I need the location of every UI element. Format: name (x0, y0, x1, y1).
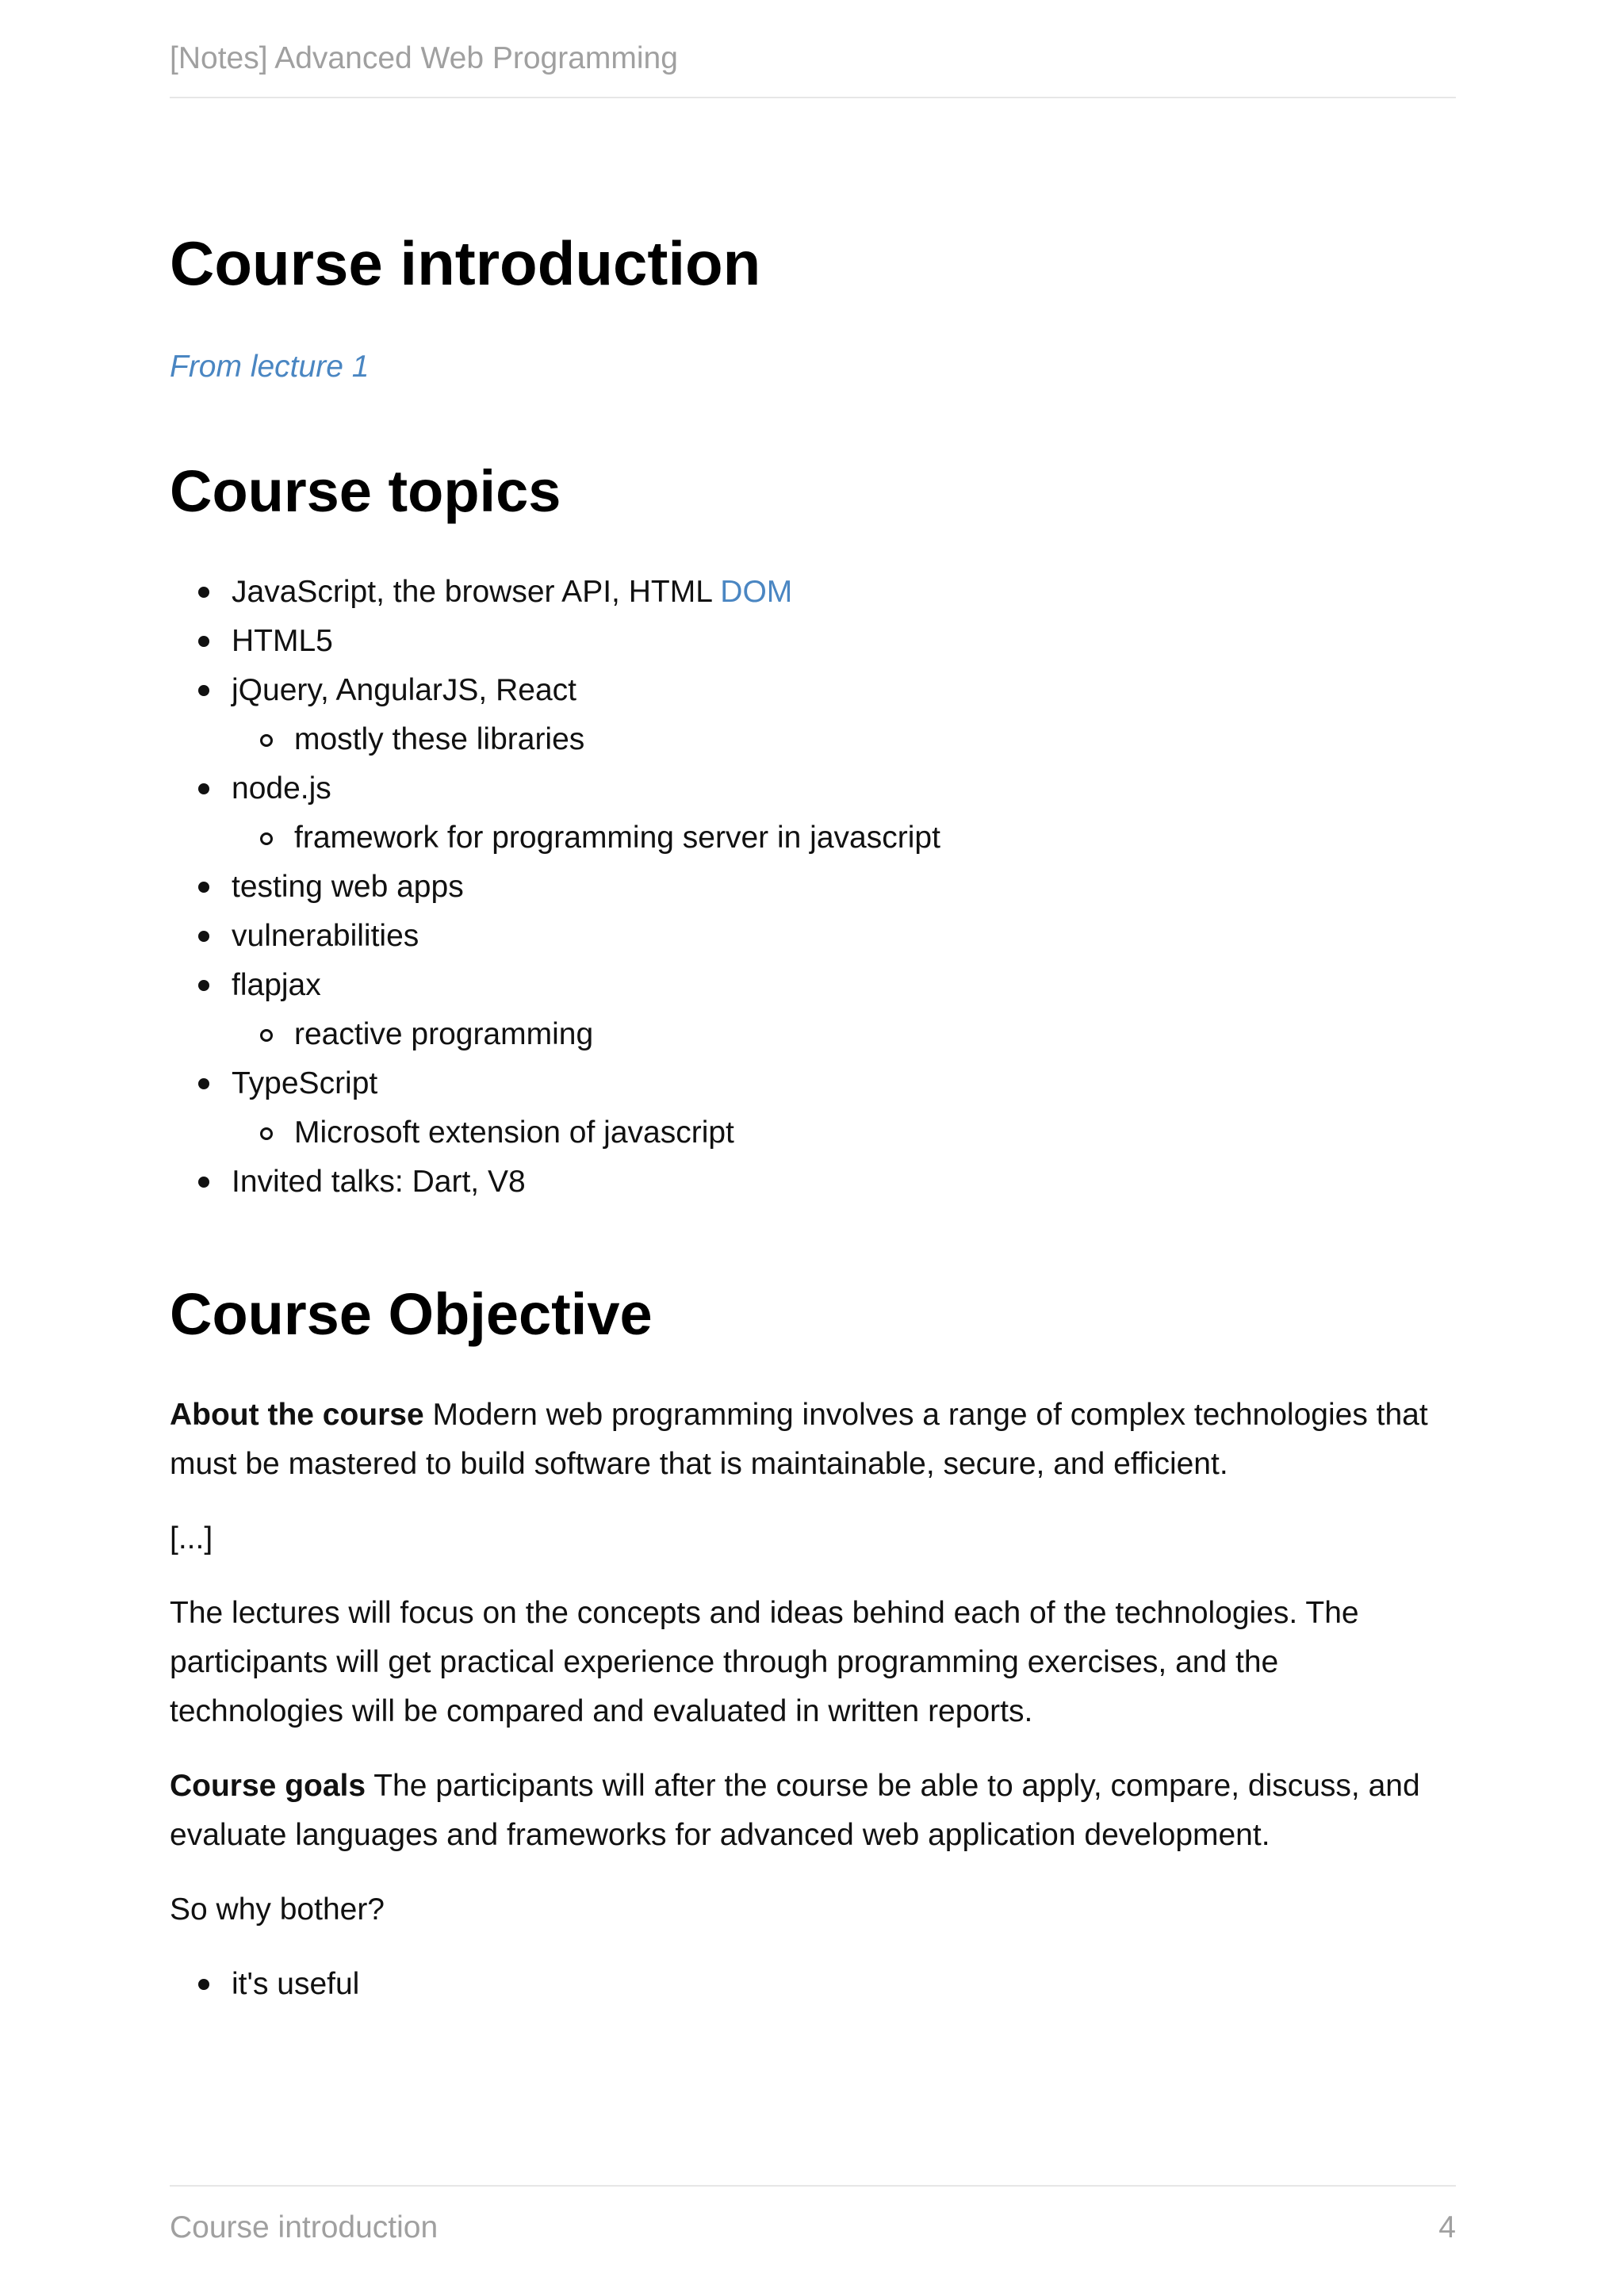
running-header (170, 35, 1456, 98)
reasons-list (170, 1960, 1456, 2009)
running-header-title: [Notes] Advanced Web Programming (170, 41, 678, 75)
list-item: vulnerabilities (170, 912, 1456, 961)
main-content (170, 206, 1456, 2009)
list-item: it's useful (170, 1960, 1456, 2009)
about-paragraph (170, 1391, 1456, 1489)
page-title: Course introduction (170, 228, 761, 298)
list-item: Invited talks: Dart, V8 (170, 1158, 1456, 1207)
list-item: TypeScript (170, 1059, 1456, 1108)
section-heading-topics: Course topics (170, 458, 561, 524)
sub-list-item: reactive programming (170, 1010, 1456, 1059)
ellipsis-paragraph: [...] (170, 1521, 213, 1556)
dom-link[interactable]: DOM (720, 575, 793, 609)
topics-list (170, 568, 1456, 1207)
list-item (170, 568, 1456, 617)
list-item: jQuery, AngularJS, React (170, 666, 1456, 715)
about-label: About the course (170, 1398, 424, 1432)
lectures-paragraph: The lectures will focus on the concepts and ideas behind each of the technologies. The participants will get practical experience through programming exercises, and the technologies will be compared and evaluated in written reports. (170, 1596, 1359, 1728)
goals-label: Course goals (170, 1769, 366, 1803)
list-item-text: JavaScript, the browser API, HTML (232, 575, 721, 609)
section-heading-objective: Course Objective (170, 1281, 653, 1347)
source-link[interactable]: From lecture 1 (170, 350, 370, 384)
sub-list-item: framework for programming server in javascript (170, 813, 1456, 863)
document-page (170, 0, 1456, 2296)
about-text: Modern web programming involves a range of complex technologies that must be mastered to build software that is maintainable, secure, and efficient. (170, 1398, 1428, 1481)
list-item: testing web apps (170, 863, 1456, 912)
list-item: node.js (170, 764, 1456, 813)
why-paragraph: So why bother? (170, 1892, 385, 1927)
list-item: HTML5 (170, 617, 1456, 666)
running-footer (170, 2185, 1456, 2252)
sub-list-item: Microsoft extension of javascript (170, 1108, 1456, 1158)
footer-section-title: Course introduction (170, 2210, 439, 2244)
sub-list-item: mostly these libraries (170, 715, 1456, 764)
goals-text: The participants will after the course be able to apply, compare, discuss, and evaluate languages and frameworks for advanced web application development. (170, 1769, 1420, 1852)
goals-paragraph (170, 1762, 1456, 1860)
list-item: flapjax (170, 961, 1456, 1010)
page-number: 4 (1438, 2210, 1456, 2244)
